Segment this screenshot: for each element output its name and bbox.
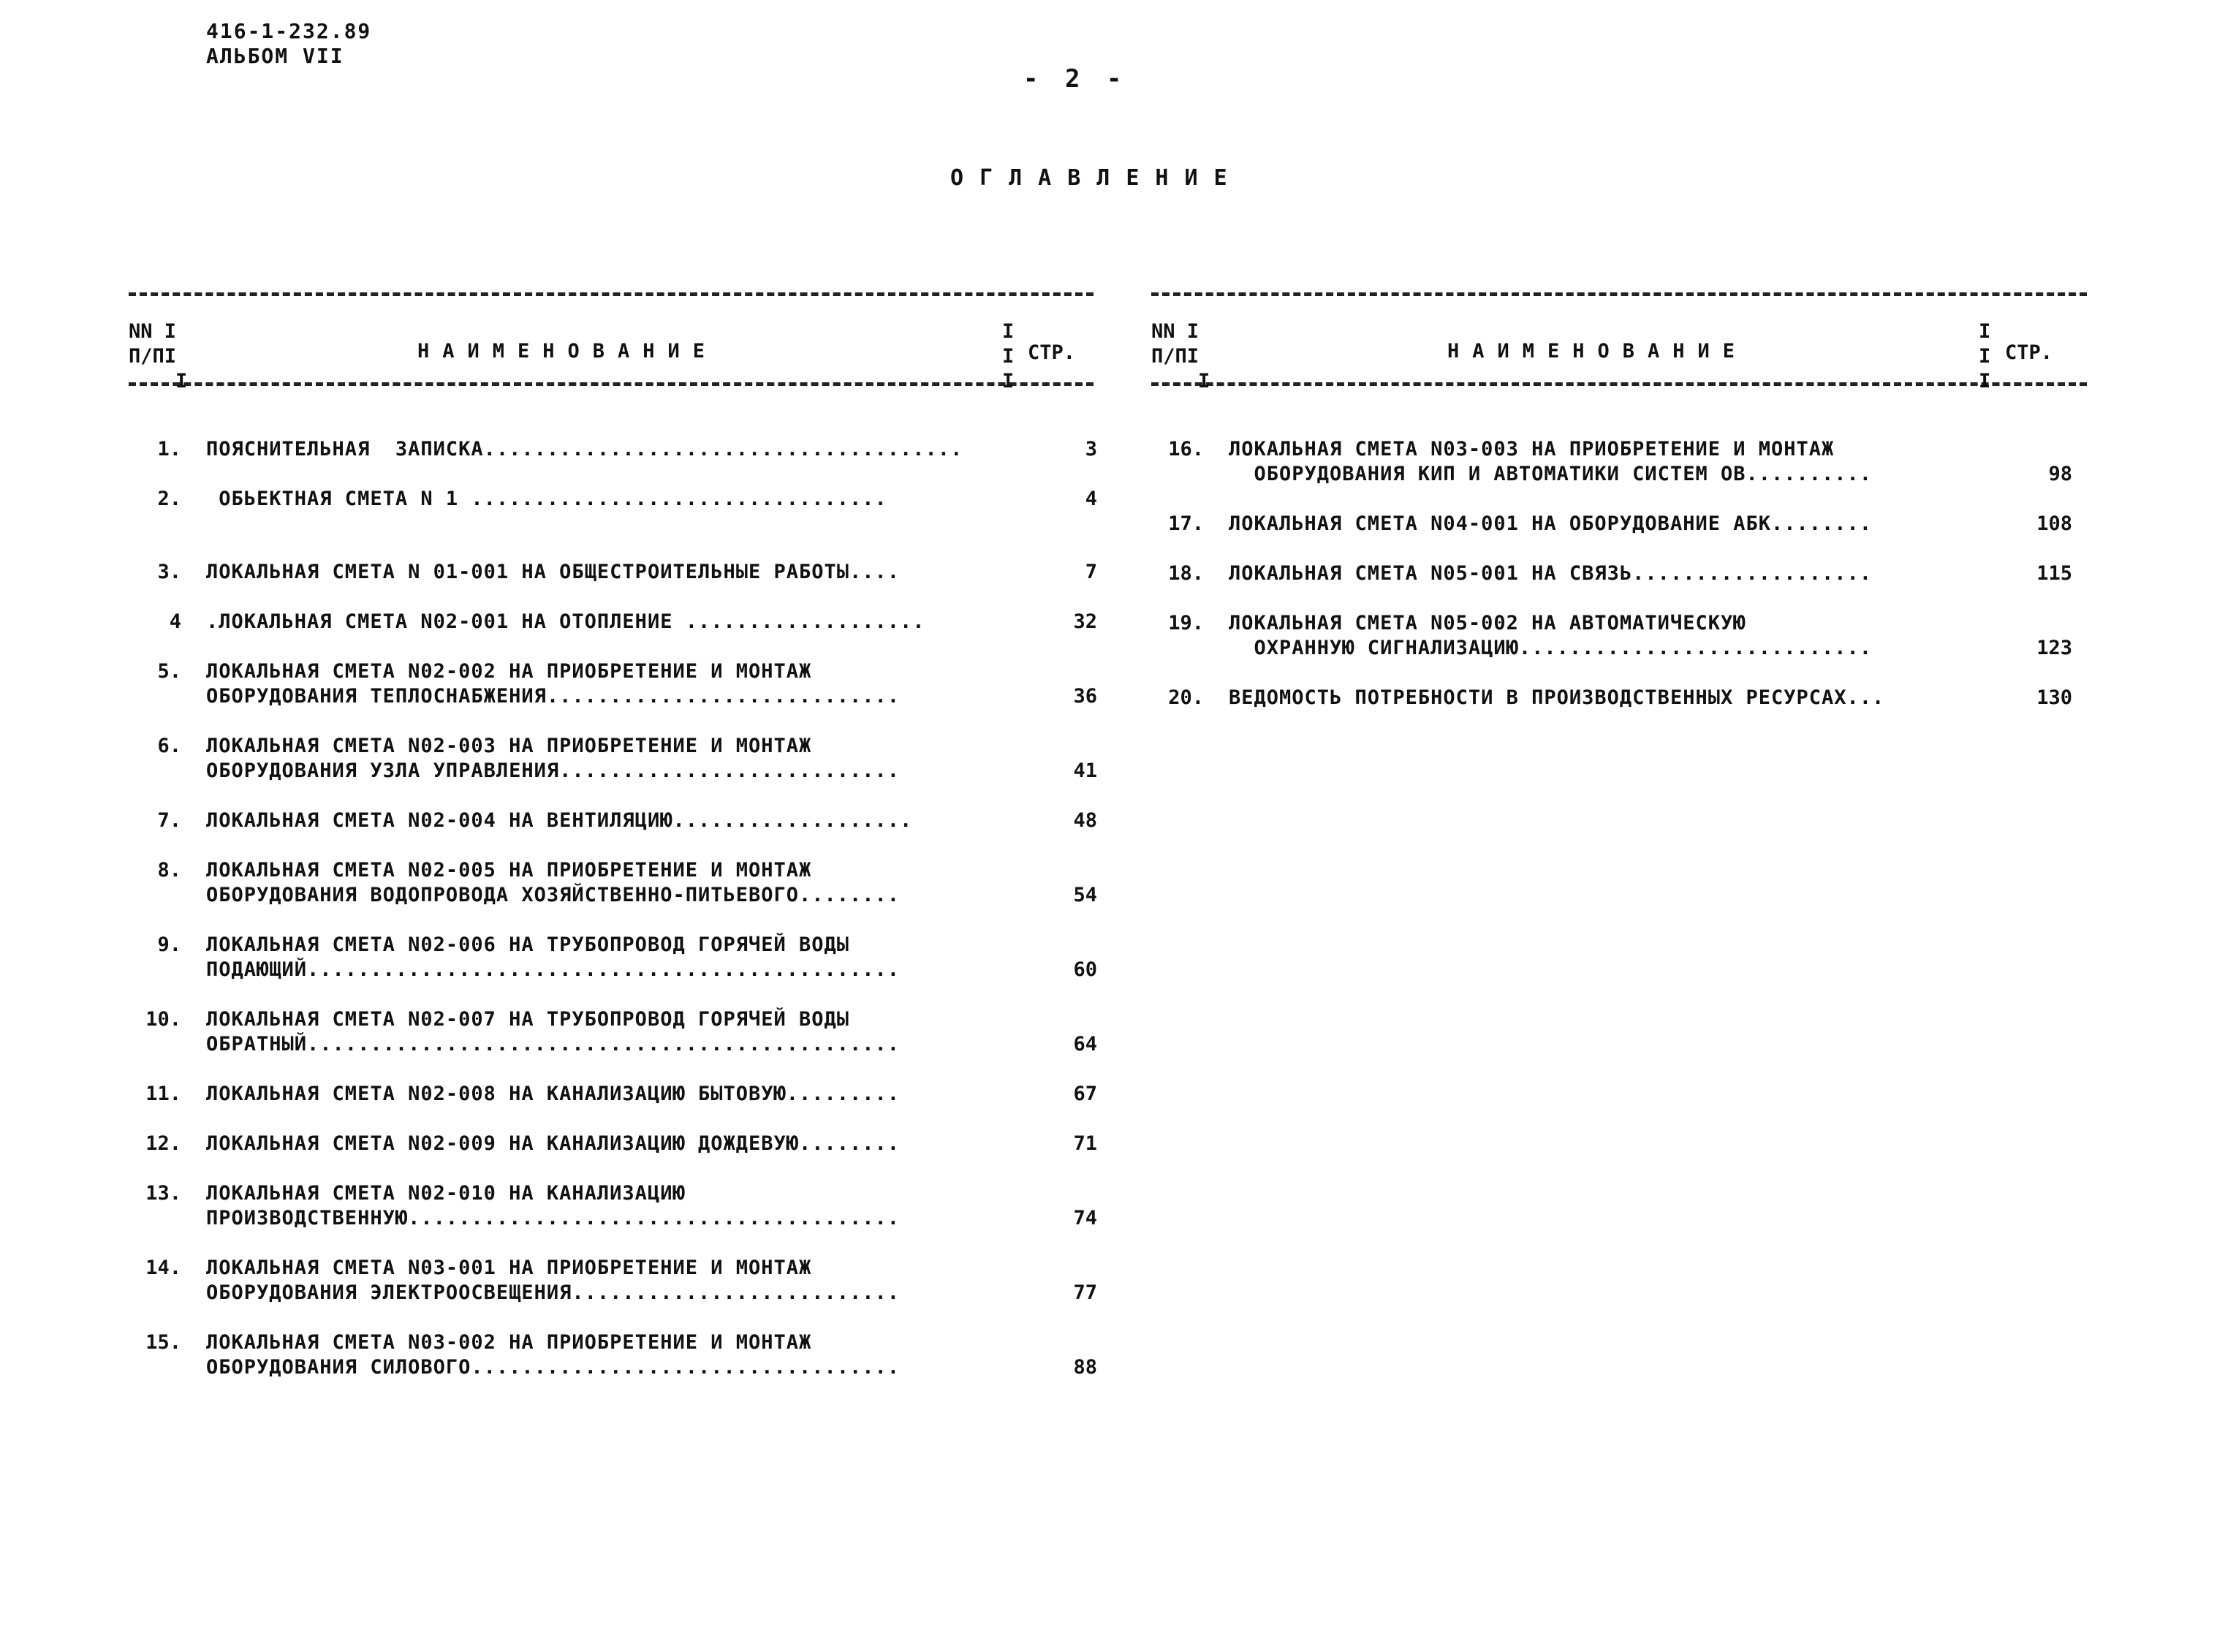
entry-number: 9. — [157, 933, 181, 956]
header-sep-3: I — [1979, 370, 1991, 393]
toc-right-column — [1151, 292, 2087, 709]
entry-page-number: 54 — [1073, 884, 1097, 906]
document-code — [206, 19, 371, 69]
entry-number: 3. — [157, 561, 181, 583]
doc-number: 416-1-232.89 — [206, 19, 372, 43]
entry-title-line: ОБОРУДОВАНИЯ ТЕПЛОСНАБЖЕНИЯ............................ — [206, 685, 901, 708]
header-sep-2: I — [1002, 345, 1015, 368]
entry-number: 11. — [145, 1083, 181, 1105]
header-bottom-rule — [129, 382, 1094, 386]
entry-title-line: ЛОКАЛЬНАЯ СМЕТА N03-001 НА ПРИОБРЕТЕНИЕ И МОНТАЖ — [206, 1257, 812, 1279]
entry-number: 1. — [157, 438, 181, 461]
header-sep-1: I — [1002, 320, 1015, 343]
entry-number: 16. — [1168, 438, 1204, 461]
entry-page-number: 130 — [2036, 686, 2072, 709]
header-sep-2: I — [1979, 345, 1991, 368]
entry-title-line: ЛОКАЛЬНАЯ СМЕТА N 01-001 НА ОБЩЕСТРОИТЕЛЬНЫЕ РАБОТЫ.... — [206, 561, 901, 583]
entry-page-number: 41 — [1073, 759, 1097, 782]
entry-page-number: 123 — [2036, 637, 2072, 659]
header-name: НАИМЕНОВАНИЕ — [1447, 340, 1748, 363]
entry-number: 20. — [1168, 686, 1204, 709]
entry-title-line: ЛОКАЛЬНАЯ СМЕТА N02-005 НА ПРИОБРЕТЕНИЕ И МОНТАЖ — [206, 859, 812, 882]
entry-title-line: ПОДАЮЩИЙ............................................... — [206, 958, 901, 981]
header-nn: NN I — [1151, 320, 1200, 343]
entry-page-number: 7 — [1085, 561, 1097, 583]
entry-number: 17. — [1168, 512, 1204, 535]
entry-number: 6. — [157, 735, 181, 757]
toc-left-column — [129, 292, 1097, 1379]
header-separator — [1002, 319, 1014, 394]
entry-title-line: ЛОКАЛЬНАЯ СМЕТА N02-007 НА ТРУБОПРОВОД ГОРЯЧЕЙ ВОДЫ — [206, 1008, 850, 1031]
entry-title-line: ВЕДОМОСТЬ ПОТРЕБНОСТИ В ПРОИЗВОДСТВЕННЫХ РЕСУРСАХ... — [1229, 686, 1885, 709]
entry-number: 18. — [1168, 562, 1204, 585]
entry-title-line: ЛОКАЛЬНАЯ СМЕТА N05-002 НА АВТОМАТИЧЕСКУЮ — [1229, 612, 1746, 634]
header-pp: П/ПI — [129, 345, 177, 368]
entry-number: 15. — [145, 1331, 181, 1354]
header-page: СТР. — [1028, 341, 1076, 364]
entry-title-line: ЛОКАЛЬНАЯ СМЕТА N02-002 НА ПРИОБРЕТЕНИЕ И МОНТАЖ — [206, 660, 812, 683]
header-nn-sep: I — [175, 370, 188, 393]
entry-page-number: 71 — [1073, 1132, 1097, 1155]
entry-title-line: ЛОКАЛЬНАЯ СМЕТА N02-004 НА ВЕНТИЛЯЦИЮ................... — [206, 809, 913, 832]
entry-page-number: 36 — [1073, 685, 1097, 708]
entry-number: 4 — [169, 610, 181, 633]
toc-title: ОГЛАВЛЕНИЕ — [950, 165, 1243, 191]
entry-page-number: 3 — [1085, 438, 1097, 461]
entry-title-line: ОБРАТНЫЙ............................................... — [206, 1033, 901, 1056]
entry-page-number: 4 — [1085, 488, 1097, 510]
entry-title-line: ЛОКАЛЬНАЯ СМЕТА N05-001 НА СВЯЗЬ................... — [1229, 562, 1873, 585]
entry-page-number: 48 — [1073, 809, 1097, 832]
entry-page-number: 74 — [1073, 1207, 1097, 1229]
entry-number: 2. — [157, 488, 181, 510]
page-number: - 2 - — [1023, 64, 1128, 94]
entry-title-line: ЛОКАЛЬНАЯ СМЕТА N02-006 НА ТРУБОПРОВОД ГОРЯЧЕЙ ВОДЫ — [206, 933, 850, 956]
entry-number: 14. — [145, 1257, 181, 1279]
header-nn-sep: I — [1198, 370, 1210, 393]
entry-title-line: ОБОРУДОВАНИЯ СИЛОВОГО.................................. — [206, 1356, 901, 1379]
entry-page-number: 60 — [1073, 958, 1097, 981]
header-sep-1: I — [1979, 320, 1991, 343]
entry-title-line: ОБОРУДОВАНИЯ КИП И АВТОМАТИКИ СИСТЕМ ОВ.......... — [1229, 463, 1873, 485]
header-pp: П/ПI — [1151, 345, 1200, 368]
entry-page-number: 88 — [1073, 1356, 1097, 1379]
entry-title-line: ЛОКАЛЬНАЯ СМЕТА N03-002 НА ПРИОБРЕТЕНИЕ И МОНТАЖ — [206, 1331, 812, 1354]
entry-title-line: ЛОКАЛЬНАЯ СМЕТА N04-001 НА ОБОРУДОВАНИЕ АБК........ — [1229, 512, 1873, 535]
entry-title-line: ОХРАННУЮ СИГНАЛИЗАЦИЮ............................ — [1229, 637, 1873, 659]
header-name: НАИМЕНОВАНИЕ — [417, 340, 719, 363]
entry-page-number: 77 — [1073, 1281, 1097, 1304]
entry-number: 12. — [145, 1132, 181, 1155]
entry-title-line: ОБОРУДОВАНИЯ УЗЛА УПРАВЛЕНИЯ........................... — [206, 759, 901, 782]
entry-title-line: ПРОИЗВОДСТВЕННУЮ....................................... — [206, 1207, 901, 1229]
entry-number: 8. — [157, 859, 181, 882]
header-bottom-rule — [1151, 382, 2087, 386]
entry-title-line: ОБОРУДОВАНИЯ ВОДОПРОВОДА ХОЗЯЙСТВЕННО-ПИТЬЕВОГО........ — [206, 884, 901, 906]
header-number-cell — [129, 319, 187, 394]
entry-page-number: 98 — [2048, 463, 2072, 485]
header-nn: NN I — [129, 320, 177, 343]
entry-number: 19. — [1168, 612, 1204, 634]
table-header — [1151, 296, 2087, 393]
entry-number: 7. — [157, 809, 181, 832]
entry-title-line: ОБЬЕКТНАЯ СМЕТА N 1 ................................. — [206, 488, 887, 510]
header-number-cell — [1151, 319, 1210, 394]
header-separator — [1979, 319, 1990, 394]
album-label: АЛЬБОМ VII — [206, 44, 344, 68]
entry-title-line: ЛОКАЛЬНАЯ СМЕТА N03-003 НА ПРИОБРЕТЕНИЕ И МОНТАЖ — [1229, 438, 1835, 461]
entry-page-number: 32 — [1073, 610, 1097, 633]
entry-page-number: 67 — [1073, 1083, 1097, 1105]
entry-number: 5. — [157, 660, 181, 683]
header-page: СТР. — [2005, 341, 2053, 364]
entry-title-line: ЛОКАЛЬНАЯ СМЕТА N02-008 НА КАНАЛИЗАЦИЮ БЫТОВУЮ......... — [206, 1083, 901, 1105]
table-header — [129, 296, 1094, 393]
entry-title-line: ЛОКАЛЬНАЯ СМЕТА N02-003 НА ПРИОБРЕТЕНИЕ И МОНТАЖ — [206, 735, 812, 757]
entry-title-line: ОБОРУДОВАНИЯ ЭЛЕКТРООСВЕЩЕНИЯ.......................... — [206, 1281, 901, 1304]
entry-title-line: .ЛОКАЛЬНАЯ СМЕТА N02-001 НА ОТОПЛЕНИЕ ................... — [206, 610, 925, 633]
entry-page-number: 108 — [2036, 512, 2072, 535]
entry-number: 10. — [145, 1008, 181, 1031]
entry-page-number: 115 — [2036, 562, 2072, 585]
entry-page-number: 64 — [1073, 1033, 1097, 1056]
entry-title-line: ЛОКАЛЬНАЯ СМЕТА N02-009 НА КАНАЛИЗАЦИЮ ДОЖДЕВУЮ........ — [206, 1132, 901, 1155]
header-sep-3: I — [1002, 370, 1015, 393]
entry-title-line: ПОЯСНИТЕЛЬНАЯ ЗАПИСКА...................................... — [206, 438, 963, 461]
entry-number: 13. — [145, 1182, 181, 1205]
entry-title-line: ЛОКАЛЬНАЯ СМЕТА N02-010 НА КАНАЛИЗАЦИЮ — [206, 1182, 686, 1205]
